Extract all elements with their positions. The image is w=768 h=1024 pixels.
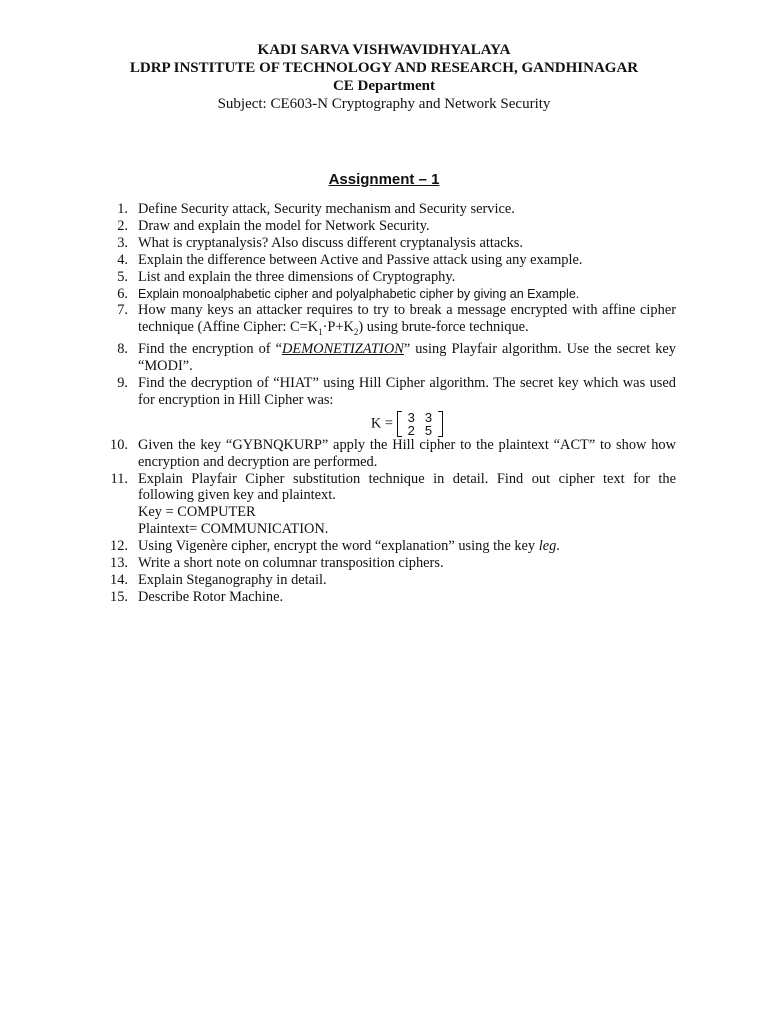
- question-text: ” using Playfair algorithm. Use the secret key “MODI”.: [138, 341, 676, 375]
- question-item: [98, 572, 676, 589]
- question-text: Given the key “GYBNQKURP” apply the Hill cipher to the plaintext “ACT” to show how encryption and decryption are performed.: [138, 436, 676, 470]
- question-item: [98, 437, 676, 471]
- question-number: 5.: [117, 268, 128, 285]
- question-text: ·P+K: [322, 319, 354, 336]
- question-item: [98, 269, 676, 286]
- question-number: 15.: [110, 588, 128, 605]
- question-text: Explain monoalphabetic cipher and polyalphabetic cipher by giving an Example.: [138, 286, 580, 301]
- subscript: 1: [318, 327, 323, 338]
- question-text: Using Vigenère cipher, encrypt the word “explanation” using the key: [138, 538, 539, 555]
- emphasized-word: leg: [538, 538, 557, 555]
- question-list: [98, 201, 676, 606]
- matrix-cell: 3: [424, 409, 433, 425]
- question-number: 6.: [117, 285, 128, 302]
- matrix-cell: 2: [407, 422, 415, 438]
- question-text: Write a short note on columnar transposition ciphers.: [138, 555, 444, 572]
- question-number: 9.: [117, 374, 128, 391]
- question-text: Find the encryption of “: [138, 341, 283, 358]
- key-line: Key = COMPUTER: [138, 504, 256, 521]
- question-item: [98, 286, 676, 303]
- matrix-label: K =: [370, 415, 394, 432]
- question-text: Explain Steganography in detail.: [138, 572, 327, 588]
- question-item: [98, 201, 676, 218]
- question-item: [98, 538, 676, 555]
- question-number: 1.: [117, 201, 128, 217]
- question-number: 8.: [117, 341, 128, 358]
- subject-line: Subject: CE603-N Cryptography and Network Security: [217, 96, 551, 112]
- question-number: 13.: [110, 555, 128, 572]
- question-text: Explain the difference between Active and Passive attack using any example.: [138, 251, 583, 268]
- question-item: [98, 302, 676, 341]
- question-item: [98, 235, 676, 252]
- question-item: [98, 375, 676, 437]
- question-text: Define Security attack, Security mechanism and Security service.: [138, 201, 515, 217]
- question-item: [98, 555, 676, 572]
- question-text: How many keys an attacker requires to try to break a message encrypted with affine cipher technique (Affine Cipher: C=K: [138, 302, 676, 336]
- matrix-cell: 5: [424, 422, 433, 438]
- question-number: 11.: [110, 470, 128, 487]
- document-header: [0, 41, 768, 113]
- question-text: What is cryptanalysis? Also discuss different cryptanalysis attacks.: [138, 234, 523, 251]
- emphasized-word: DEMONETIZATION: [282, 341, 404, 358]
- key-matrix: [397, 411, 443, 437]
- question-number: 7.: [117, 302, 128, 319]
- question-text: Draw and explain the model for Network Security.: [138, 217, 430, 234]
- question-text: Find the decryption of “HIAT” using Hill Cipher algorithm. The secret key which was used for encryption in Hill Cipher was:: [138, 374, 676, 408]
- plaintext-line: Plaintext= COMMUNICATION.: [138, 521, 329, 538]
- question-text: ) using brute-force technique.: [358, 319, 529, 336]
- question-text: List and explain the three dimensions of Cryptography.: [138, 268, 456, 285]
- question-text: .: [556, 538, 560, 555]
- question-number: 10.: [110, 436, 128, 453]
- question-item: [98, 218, 676, 235]
- assignment-title: [0, 171, 768, 188]
- question-number: 4.: [117, 251, 128, 268]
- question-text: Explain Playfair Cipher substitution technique in detail. Find out cipher text for the following given key and plaintext.: [138, 470, 676, 504]
- subscript: 2: [353, 327, 359, 338]
- question-item: [98, 341, 676, 375]
- question-number: 12.: [110, 538, 128, 555]
- question-number: 14.: [110, 572, 128, 588]
- question-number: 2.: [117, 217, 128, 234]
- question-text: Describe Rotor Machine.: [138, 588, 284, 605]
- question-number: 3.: [117, 234, 128, 251]
- assignment-title-text: Assignment – 1: [328, 171, 440, 188]
- question-item: [98, 471, 676, 539]
- department-name: CE Department: [332, 78, 436, 94]
- key-matrix-row: [138, 409, 676, 437]
- institute-name: LDRP INSTITUTE OF TECHNOLOGY AND RESEARCH, GANDHINAGAR: [129, 60, 639, 76]
- question-item: [98, 252, 676, 269]
- university-name: KADI SARVA VISHWAVIDHYALAYA: [257, 42, 511, 58]
- question-item: [98, 589, 676, 606]
- matrix-cell: 3: [407, 409, 415, 425]
